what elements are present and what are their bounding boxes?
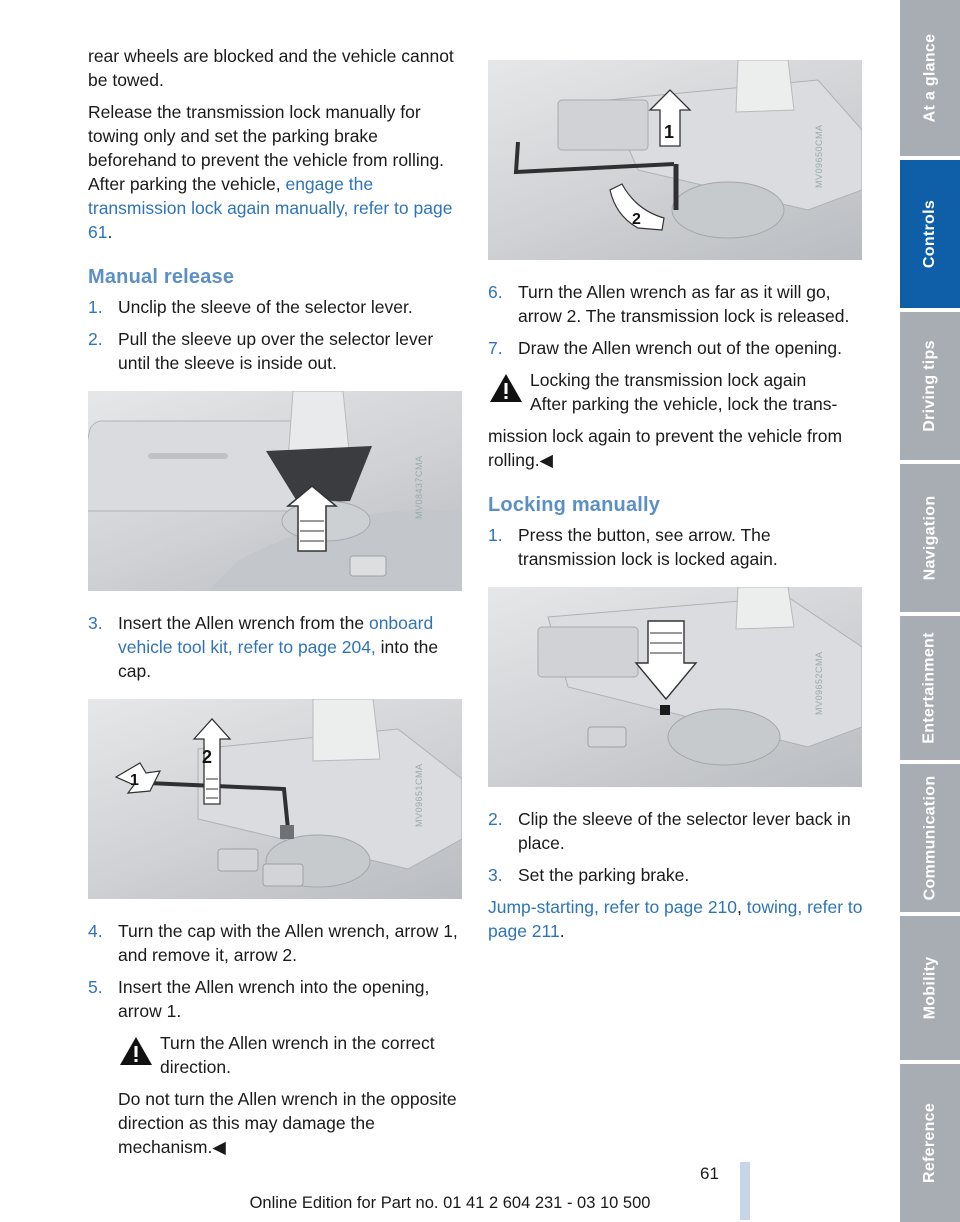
step-number: 1. — [88, 297, 103, 317]
tab-driving-tips[interactable] — [900, 312, 960, 460]
step-text: Clip the sleeve of the selector lever back in place. — [518, 809, 851, 853]
page-number: 61 — [700, 1164, 719, 1183]
intro-paragraph-2 — [88, 100, 464, 244]
step-text: Unclip the sleeve of the selector lever. — [118, 297, 413, 317]
warning-triangle-icon — [488, 372, 524, 404]
warning-body: mission lock again to prevent the vehicle from rolling.◀ — [488, 426, 843, 470]
right-column — [488, 16, 864, 951]
figure-lock-button — [488, 587, 862, 787]
tab-entertainment[interactable] — [900, 616, 960, 760]
locking-step-1 — [488, 523, 864, 571]
arrow-1-label: 1 — [664, 122, 675, 142]
tab-label: Entertainment — [921, 632, 939, 744]
figure-code: MV08437CMA — [414, 455, 425, 519]
tab-navigation[interactable] — [900, 464, 960, 612]
step-text: Set the parking brake. — [518, 865, 690, 885]
step-text-a: Insert the Allen wrench from the — [118, 613, 369, 633]
wrench-turn-illustration — [488, 60, 862, 260]
tab-at-a-glance[interactable] — [900, 0, 960, 156]
warning-direction — [118, 1031, 464, 1079]
footer-edition: Online Edition for Part no. 01 41 2 604 231 - 03 10 500 — [249, 1194, 651, 1212]
tab-label: Reference — [921, 1102, 939, 1184]
step-number: 6. — [488, 282, 503, 302]
tab-mobility[interactable] — [900, 916, 960, 1060]
tab-label: Communication — [921, 775, 939, 901]
warning-text-start: After parking the vehicle, lock the trans- — [530, 394, 838, 414]
step-2 — [88, 327, 464, 375]
transmission-lock-link[interactable]: engage the transmission lock again manually, refer to page 61 — [88, 174, 453, 242]
tool-kit-link[interactable]: onboard vehicle tool kit, refer to page 204, — [118, 613, 434, 657]
manual-release-heading: Manual release — [88, 266, 235, 288]
step-text: Turn the Allen wrench as far as it will go, arrow 2. The transmission lock is released. — [518, 282, 850, 326]
cross-references — [488, 895, 864, 943]
locking-step-3 — [488, 863, 864, 887]
chapter-sidebar — [900, 0, 960, 1222]
warning-title-line-2: direction. — [160, 1057, 232, 1077]
tab-communication[interactable] — [900, 764, 960, 912]
step-text: Insert the Allen wrench into the opening, arrow 1. — [118, 977, 430, 1021]
warning-locking-again — [488, 368, 864, 416]
tab-reference[interactable] — [900, 1064, 960, 1222]
xref-separator: , — [737, 897, 747, 917]
figure-wrench-turn — [488, 60, 862, 260]
intro-text-b: . — [107, 222, 113, 242]
step-5 — [88, 975, 464, 1023]
figure-code: MV09650CMA — [814, 124, 825, 188]
step-7 — [488, 336, 864, 360]
step-1 — [88, 295, 464, 319]
cap-removal-illustration — [88, 699, 462, 899]
tab-label: At a glance — [921, 33, 939, 123]
step-number: 3. — [488, 865, 503, 885]
warning-body: Do not turn the Allen wrench in the opposite direction as this may damage the mechanism.◀ — [118, 1089, 457, 1157]
lock-button-illustration — [488, 587, 862, 787]
step-number: 2. — [488, 809, 503, 829]
figure-sleeve-pulled — [88, 391, 462, 591]
intro-paragraph-1: rear wheels are blocked and the vehicle cannot be towed. — [88, 46, 454, 90]
sleeve-illustration — [88, 391, 462, 591]
step-text: Pull the sleeve up over the selector lever until the sleeve is inside out. — [118, 329, 434, 373]
jump-starting-link[interactable]: Jump-starting, refer to page 210 — [488, 897, 738, 917]
step-4 — [88, 919, 464, 967]
tab-label: Controls — [921, 199, 938, 269]
step-3 — [88, 611, 464, 683]
step-number: 2. — [88, 329, 103, 349]
step-text: Press the button, see arrow. The transmission lock is locked again. — [518, 525, 778, 569]
step-text-b: into the cap. — [118, 637, 439, 681]
arrow-2-label: 2 — [202, 747, 213, 767]
intro-text-a: Release the transmission lock manually for towing only and set the parking brake beforehand to prevent the vehicle from rolling. After parking the vehicle, — [88, 102, 445, 194]
step-number: 5. — [88, 977, 103, 997]
figure-cap-removal — [88, 699, 462, 899]
step-number: 4. — [88, 921, 103, 941]
tab-label: Mobility — [921, 956, 938, 1020]
step-6 — [488, 280, 864, 328]
tab-controls[interactable] — [900, 160, 960, 308]
arrow-2-label: 2 — [632, 211, 641, 228]
warning-title: Locking the transmission lock again — [530, 370, 807, 390]
figure-code: MV09651CMA — [414, 763, 425, 827]
xref-end: . — [559, 921, 565, 941]
locking-step-2 — [488, 807, 864, 855]
step-text: Draw the Allen wrench out of the opening. — [518, 338, 842, 358]
tab-label: Navigation — [921, 495, 939, 581]
step-number: 7. — [488, 338, 503, 358]
warning-title-line-1: Turn the Allen wrench in the correct — [160, 1033, 435, 1053]
step-text: Turn the cap with the Allen wrench, arrow 1, and remove it, arrow 2. — [118, 921, 458, 965]
tab-label: Driving tips — [921, 340, 939, 432]
figure-code: MV09652CMA — [814, 651, 825, 715]
warning-triangle-icon — [118, 1035, 154, 1067]
arrow-1-label: 1 — [130, 772, 139, 789]
left-column — [88, 44, 464, 1167]
towing-link[interactable]: towing, refer to page 211 — [488, 897, 863, 941]
step-number: 3. — [88, 613, 103, 633]
step-number: 1. — [488, 525, 503, 545]
locking-manually-heading: Locking manually — [488, 494, 661, 516]
